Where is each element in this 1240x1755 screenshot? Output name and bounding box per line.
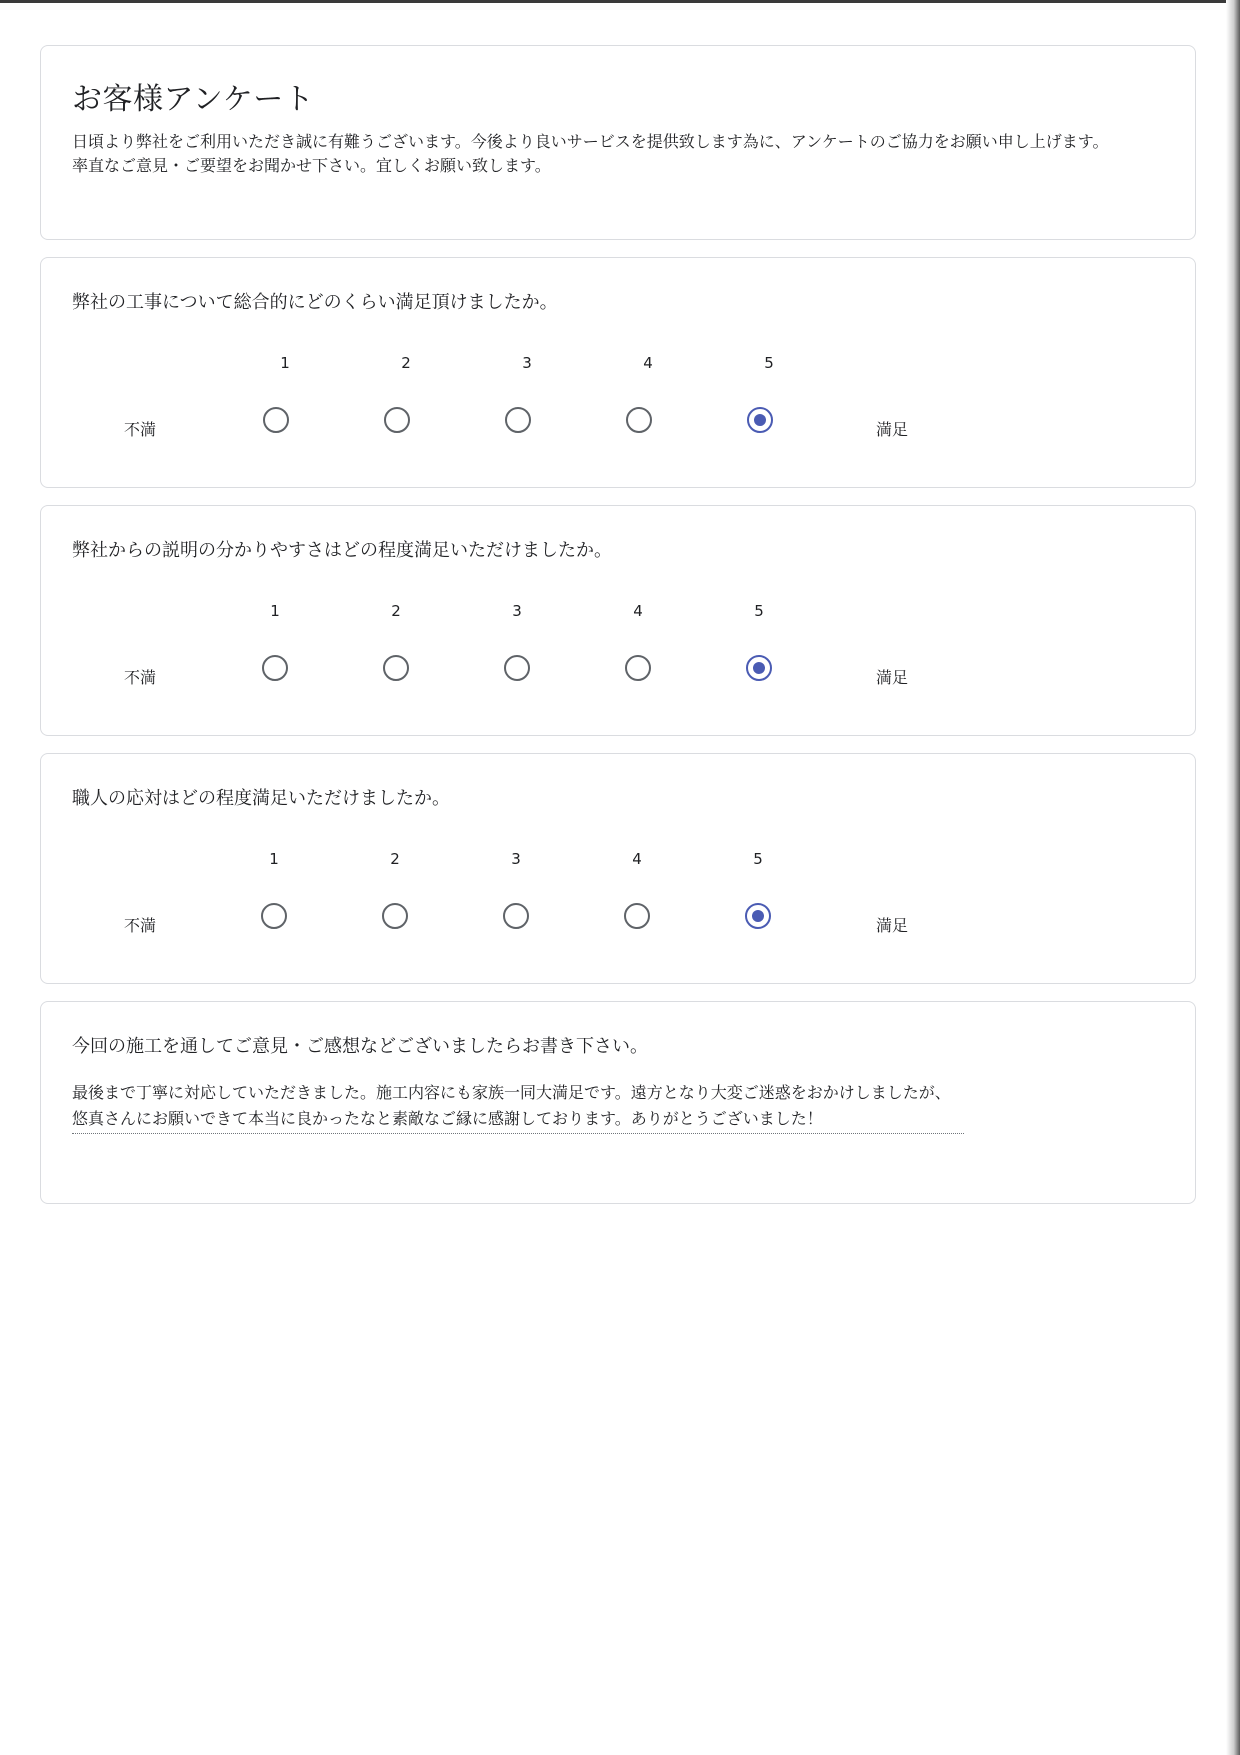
form-description-line: 率直なご意見・ご要望をお聞かせ下さい。宜しくお願い致します。 bbox=[72, 156, 551, 175]
form-description-line: 日頃より弊社をご利用いただき誠に有難うございます。今後より良いサービスを提供致します為に、アンケートのご協力をお願い申し上げます。 bbox=[72, 132, 1109, 151]
radio-option-3[interactable] bbox=[505, 407, 531, 433]
question-card-comments bbox=[40, 1001, 1196, 1204]
scan-edge-top bbox=[0, 0, 1240, 3]
radio-option-1[interactable] bbox=[261, 903, 287, 929]
radio-option-3[interactable] bbox=[503, 903, 529, 929]
radio-option-1[interactable] bbox=[263, 407, 289, 433]
scale-number: 3 bbox=[512, 602, 522, 620]
radio-option-5-selected[interactable] bbox=[747, 407, 773, 433]
question-card-overall-satisfaction bbox=[40, 257, 1196, 488]
scale-number: 4 bbox=[632, 850, 642, 868]
scale-high-label: 満足 bbox=[876, 420, 909, 439]
radio-option-1[interactable] bbox=[262, 655, 288, 681]
radio-option-4[interactable] bbox=[626, 407, 652, 433]
scale-low-label: 不満 bbox=[124, 668, 157, 687]
question-card-explanation-clarity bbox=[40, 505, 1196, 736]
scale-high-label: 満足 bbox=[876, 668, 909, 687]
scan-edge-right bbox=[1226, 0, 1240, 1755]
form-title: お客様アンケート bbox=[72, 82, 315, 117]
scale-number: 2 bbox=[401, 354, 411, 372]
scale-number: 1 bbox=[280, 354, 290, 372]
radio-option-4[interactable] bbox=[625, 655, 651, 681]
scale-number: 5 bbox=[764, 354, 774, 372]
form-header-card bbox=[40, 45, 1196, 240]
comment-answer-field[interactable]: 最後まで丁寧に対応していただきました。施工内容にも家族一同大満足です。遠方となり大変ご迷惑をおかけしましたが、悠真さんにお願いできて本当に良かったなと素敵なご縁に感謝しております。ありがとうございました！ bbox=[72, 1080, 964, 1134]
radio-option-2[interactable] bbox=[384, 407, 410, 433]
scale-number: 5 bbox=[754, 602, 764, 620]
form-description bbox=[72, 130, 1162, 178]
radio-option-4[interactable] bbox=[624, 903, 650, 929]
radio-option-5-selected[interactable] bbox=[746, 655, 772, 681]
scale-number: 3 bbox=[511, 850, 521, 868]
scale-number: 1 bbox=[270, 602, 280, 620]
scale-number: 3 bbox=[522, 354, 532, 372]
scale-high-label: 満足 bbox=[876, 916, 909, 935]
question-card-craftsman-service bbox=[40, 753, 1196, 984]
scale-number: 4 bbox=[633, 602, 643, 620]
scale-number: 1 bbox=[269, 850, 279, 868]
question-title: 弊社の工事について総合的にどのくらい満足頂けましたか。 bbox=[72, 292, 558, 313]
question-title: 今回の施工を通してご意見・ご感想などございましたらお書き下さい。 bbox=[72, 1036, 648, 1057]
scale-number: 2 bbox=[391, 602, 401, 620]
scale-low-label: 不満 bbox=[124, 916, 157, 935]
question-title: 職人の応対はどの程度満足いただけましたか。 bbox=[72, 788, 450, 809]
scale-number: 4 bbox=[643, 354, 653, 372]
question-title: 弊社からの説明の分かりやすさはどの程度満足いただけましたか。 bbox=[72, 540, 612, 561]
scale-number: 5 bbox=[753, 850, 763, 868]
radio-option-2[interactable] bbox=[383, 655, 409, 681]
scale-number: 2 bbox=[390, 850, 400, 868]
radio-option-2[interactable] bbox=[382, 903, 408, 929]
scale-low-label: 不満 bbox=[124, 420, 157, 439]
radio-option-3[interactable] bbox=[504, 655, 530, 681]
radio-option-5-selected[interactable] bbox=[745, 903, 771, 929]
